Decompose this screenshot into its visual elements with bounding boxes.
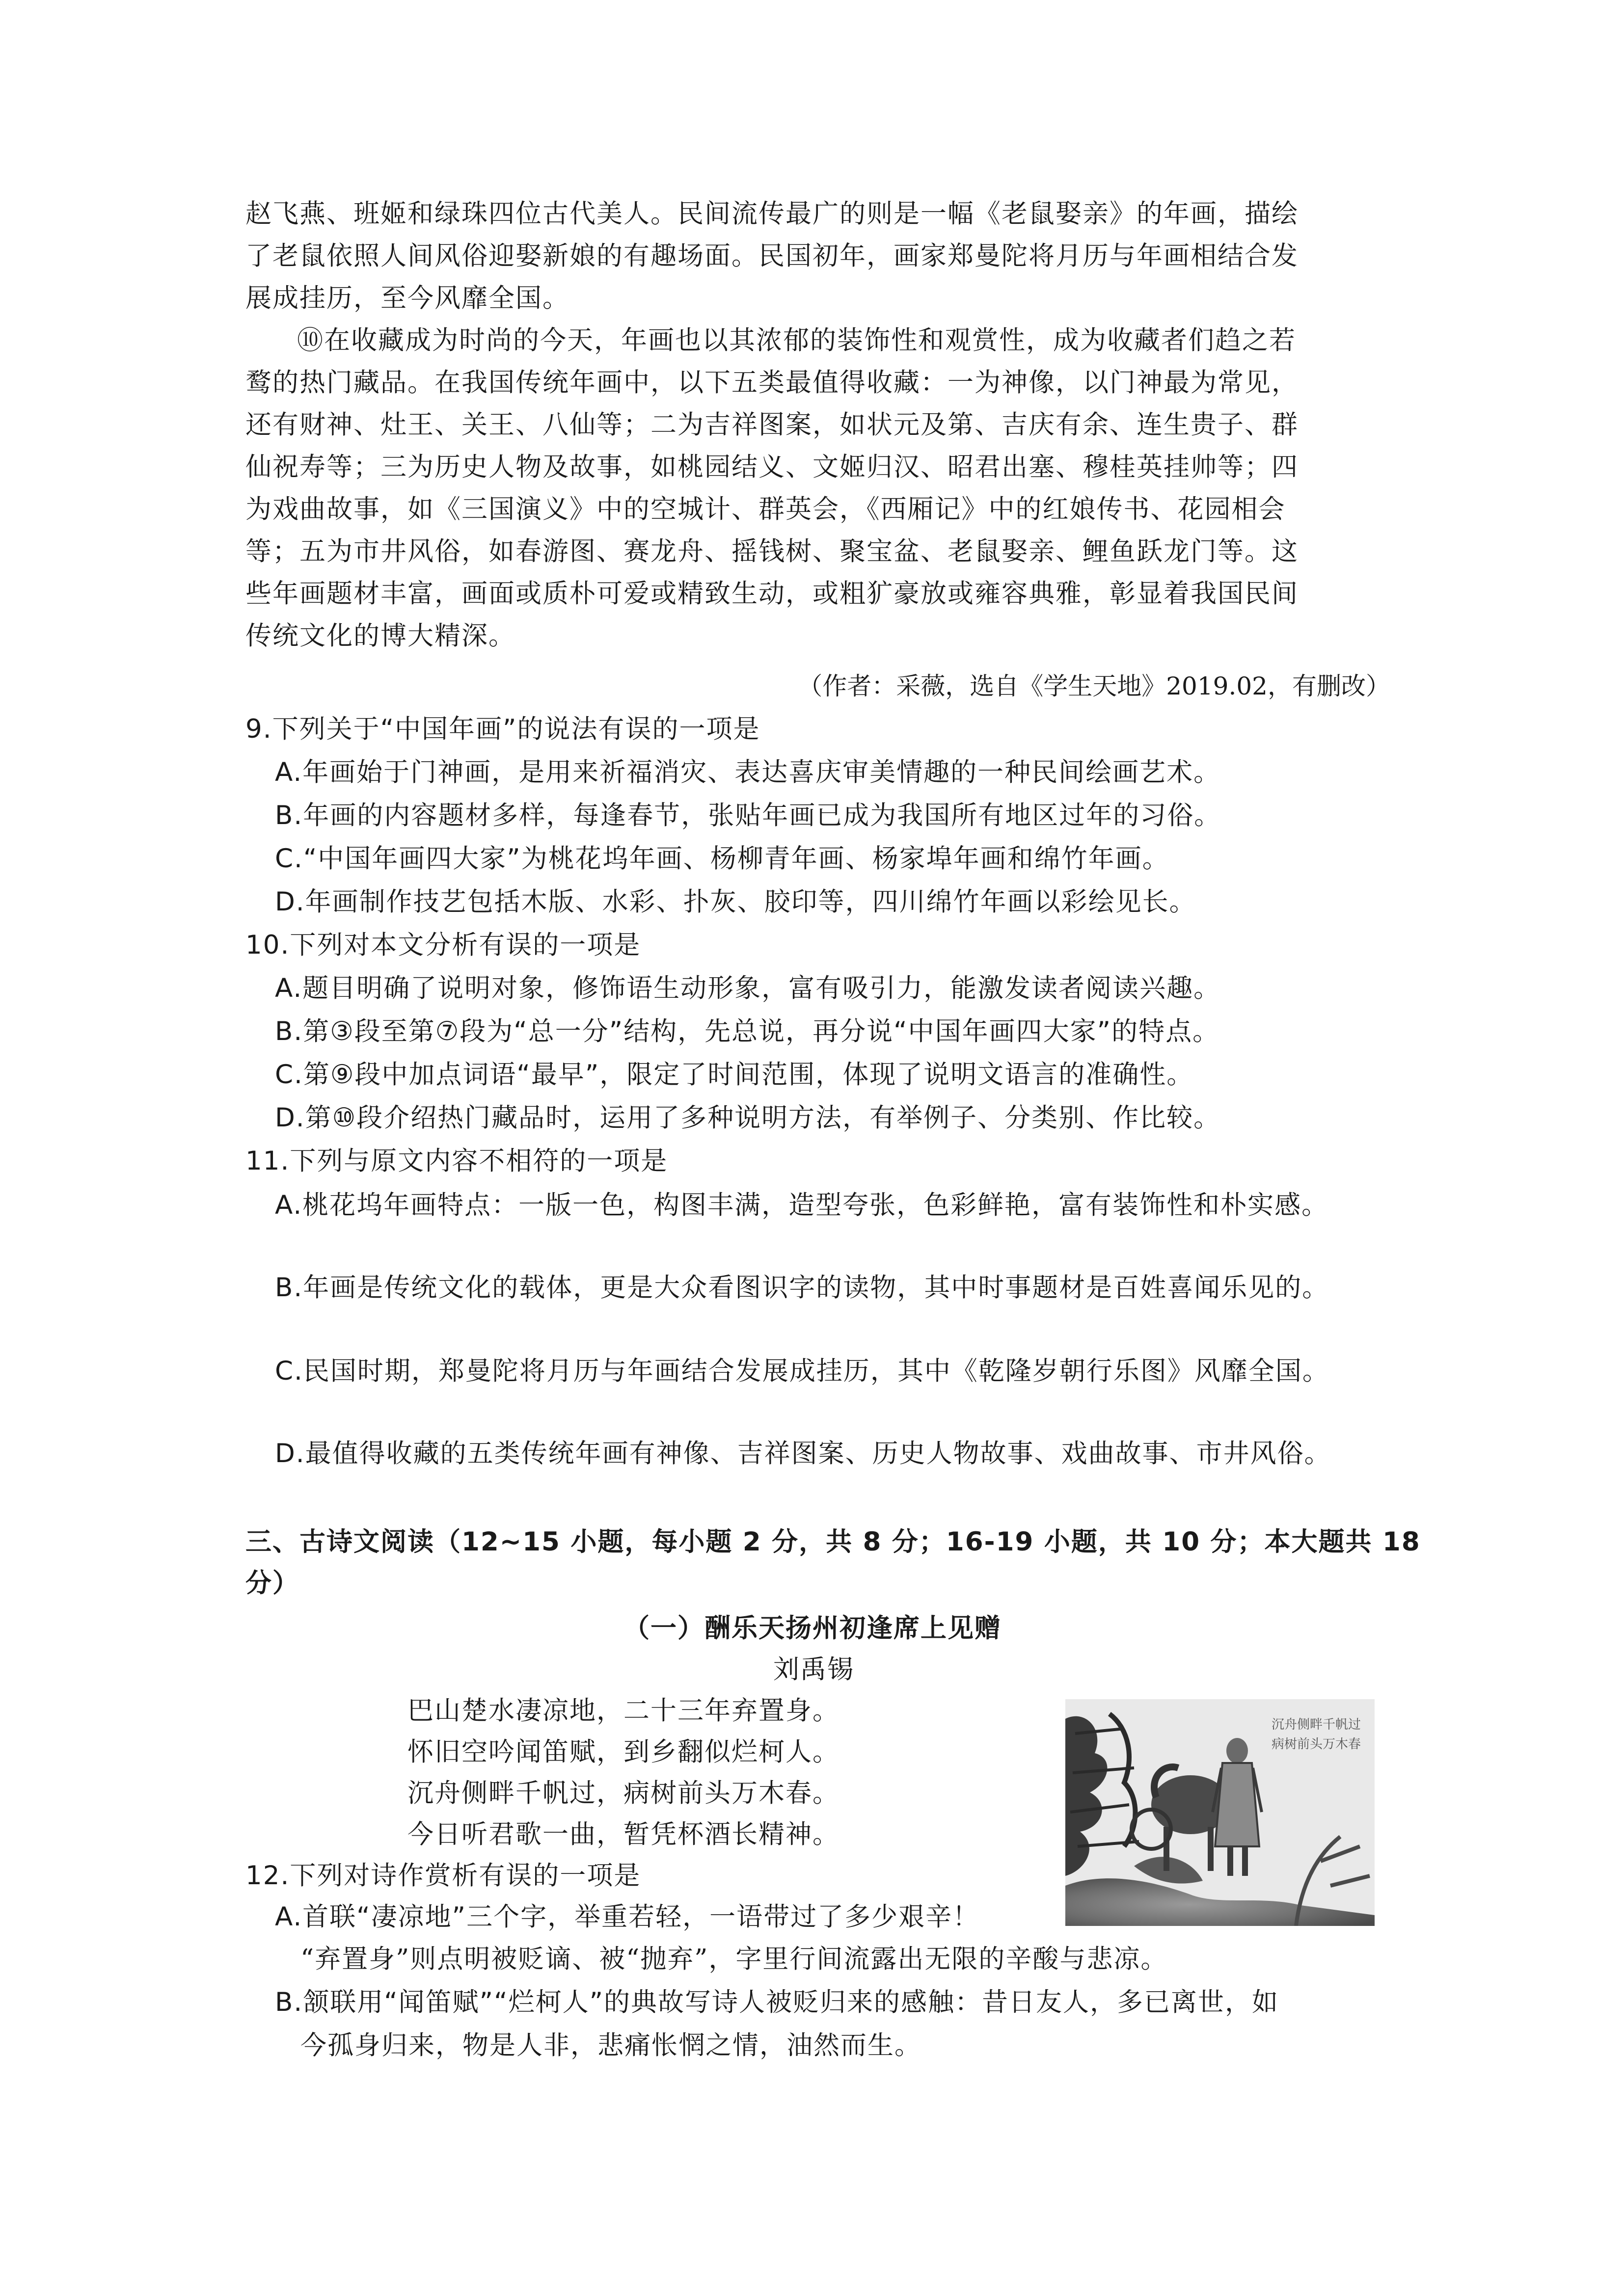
question-12-stem: 12.下列对诗作赏析有误的一项是 bbox=[245, 1861, 641, 1891]
question-10-option-c: C.第⑨段中加点词语“最早”，限定了时间范围，体现了说明文语言的准确性。 bbox=[275, 1060, 1194, 1090]
question-9-stem: 9.下列关于“中国年画”的说法有误的一项是 bbox=[245, 714, 760, 744]
poem-line: 沉舟侧畔千帆过，病树前头万木春。 bbox=[407, 1778, 839, 1808]
passage-line: 鹜的热门藏品。在我国传统年画中，以下五类最值得收藏：一为神像，以门神最为常见， bbox=[245, 368, 1299, 398]
poem-author: 刘禹锡 bbox=[773, 1655, 854, 1684]
passage-line: 赵飞燕、班姬和绿珠四位古代美人。民间流传最广的则是一幅《老鼠娶亲》的年画，描绘 bbox=[245, 199, 1299, 229]
passage-source: （作者：采薇，选自《学生天地》2019.02，有删改） bbox=[798, 672, 1390, 700]
question-12-option-a-cont: “弃置身”则点明被贬谪、被“抛弃”，字里行间流露出无限的辛酸与悲凉。 bbox=[300, 1944, 1168, 1974]
passage-line: ⑩在收藏成为时尚的今天，年画也以其浓郁的装饰性和观赏性，成为收藏者们趋之若 bbox=[297, 325, 1296, 355]
question-9-option-b: B.年画的内容题材多样，每逢春节，张贴年画已成为我国所有地区过年的习俗。 bbox=[275, 801, 1221, 830]
figure-head bbox=[1226, 1738, 1248, 1763]
question-11-option-c: C.民国时期，郑曼陀将月历与年画结合发展成挂历，其中《乾隆岁朝行乐图》风靡全国。 bbox=[275, 1356, 1329, 1386]
passage-line: 传统文化的博大精深。 bbox=[245, 621, 515, 651]
question-9-option-c: C.“中国年画四大家”为桃花坞年画、杨柳青年画、杨家埠年画和绵竹年画。 bbox=[275, 844, 1169, 874]
passage-line: 了老鼠依照人间风俗迎娶新娘的有趣场面。民国初年，画家郑曼陀将月历与年画相结合发 bbox=[245, 241, 1299, 271]
question-11-option-b: B.年画是传统文化的载体，更是大众看图识字的读物，其中时事题材是百姓喜闻乐见的。 bbox=[275, 1273, 1329, 1303]
passage-line: 为戏曲故事，如《三国演义》中的空城计、群英会，《西厢记》中的红娘传书、花园相会 bbox=[245, 494, 1286, 524]
passage-line: 仙祝寿等；三为历史人物及故事，如桃园结义、文姬归汉、昭君出塞、穆桂英挂帅等；四 bbox=[245, 452, 1299, 482]
section-3-heading-cont: 分） bbox=[245, 1568, 299, 1598]
passage-line: 等；五为市井风俗，如春游图、赛龙舟、摇钱树、聚宝盆、老鼠娶亲、鲤鱼跃龙门等。这 bbox=[245, 536, 1299, 566]
ink-painting-illustration bbox=[1065, 1699, 1375, 1926]
question-10-option-a: A.题目明确了说明对象，修饰语生动形象，富有吸引力，能激发读者阅读兴趣。 bbox=[275, 973, 1221, 1003]
passage-line: 展成挂历，至今风靡全国。 bbox=[245, 283, 569, 313]
section-3-heading: 三、古诗文阅读（12~15 小题，每小题 2 分，共 8 分；16-19 小题，共 10 分；本大题共 18 bbox=[245, 1527, 1421, 1557]
question-10-stem: 10.下列对本文分析有误的一项是 bbox=[245, 930, 641, 960]
svg-text:沉舟侧畔千帆过: 沉舟侧畔千帆过 bbox=[1272, 1717, 1361, 1732]
question-12-option-a: A.首联“凄凉地”三个字，举重若轻，一语带过了多少艰辛！ bbox=[275, 1902, 980, 1932]
poem-line: 怀旧空吟闻笛赋，到乡翻似烂柯人。 bbox=[407, 1737, 839, 1767]
question-12-option-b-cont: 今孤身归来，物是人非，悲痛怅惘之情，油然而生。 bbox=[300, 2030, 921, 2060]
question-9-option-d: D.年画制作技艺包括木版、水彩、扑灰、胶印等，四川绵竹年画以彩绘见长。 bbox=[275, 887, 1196, 917]
question-11-option-a: A.桃花坞年画特点：一版一色，构图丰满，造型夸张，色彩鲜艳，富有装饰性和朴实感。 bbox=[275, 1190, 1329, 1220]
question-10-option-d: D.第⑩段介绍热门藏品时，运用了多种说明方法，有举例子、分类别、作比较。 bbox=[275, 1103, 1221, 1133]
passage-line: 些年画题材丰富，画面或质朴可爱或精致生动，或粗犷豪放或雍容典雅，彰显着我国民间 bbox=[245, 579, 1299, 609]
passage-line: 还有财神、灶王、关王、八仙等；二为吉祥图案，如状元及第、吉庆有余、连生贵子、群 bbox=[245, 410, 1299, 440]
question-11-option-d: D.最值得收藏的五类传统年画有神像、吉祥图案、历史人物故事、戏曲故事、市井风俗。 bbox=[275, 1439, 1331, 1468]
figure-robe bbox=[1215, 1763, 1259, 1846]
question-12-option-b: B.颔联用“闻笛赋”“烂柯人”的典故写诗人被贬归来的感触：昔日友人，多已离世，如 bbox=[275, 1987, 1279, 2017]
poem-line: 巴山楚水凄凉地，二十三年弃置身。 bbox=[407, 1696, 839, 1726]
svg-text:病树前头万木春: 病树前头万木春 bbox=[1272, 1737, 1361, 1752]
poem-title: （一）酬乐天扬州初逢席上见赠 bbox=[623, 1613, 1001, 1643]
poem-line: 今日听君歌一曲，暂凭杯酒长精神。 bbox=[407, 1819, 839, 1849]
question-9-option-a: A.年画始于门神画，是用来祈福消灾、表达喜庆审美情趣的一种民间绘画艺术。 bbox=[275, 757, 1221, 787]
question-11-stem: 11.下列与原文内容不相符的一项是 bbox=[245, 1146, 668, 1176]
question-10-option-b: B.第③段至第⑦段为“总一分”结构，先总说，再分说“中国年画四大家”的特点。 bbox=[275, 1016, 1220, 1046]
